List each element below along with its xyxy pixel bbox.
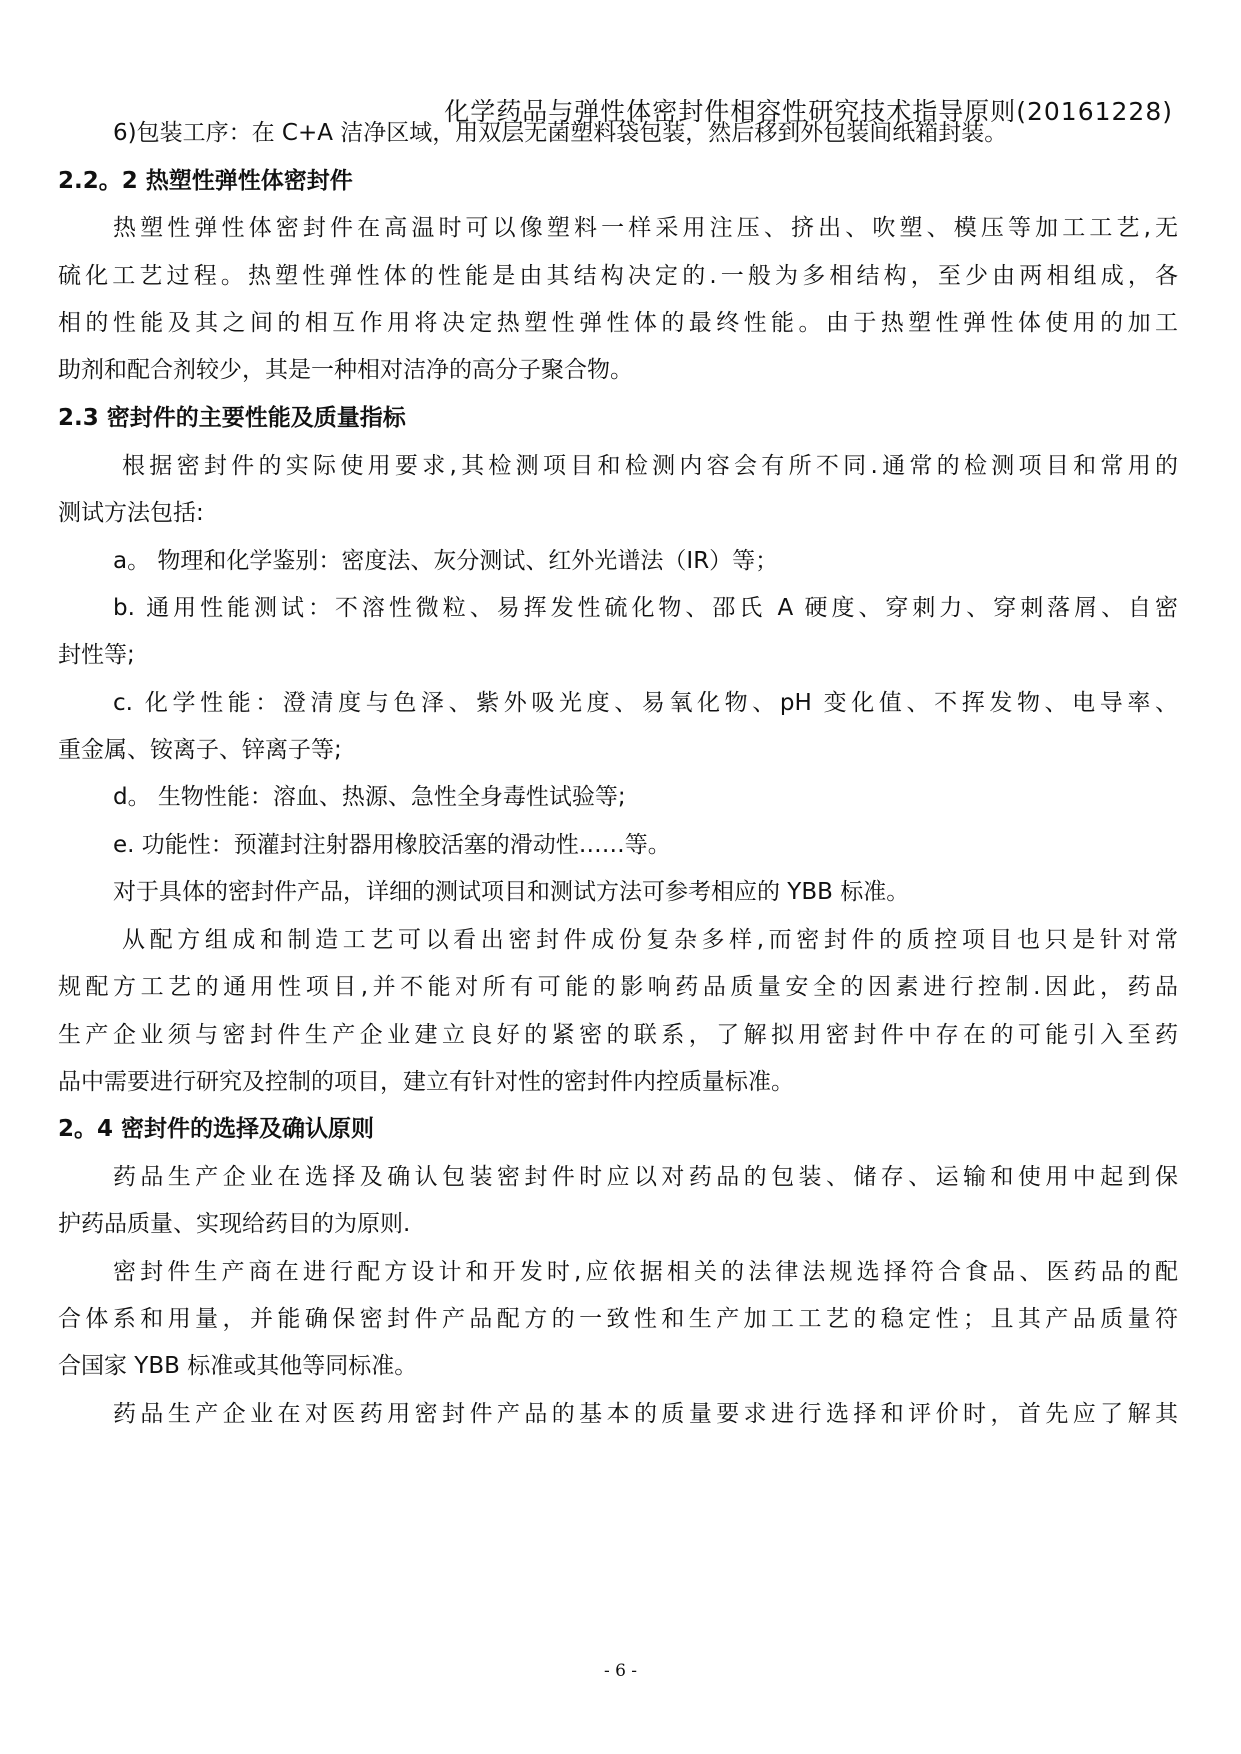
paragraph-line: 药品生产企业在选择及确认包装密封件时应以对药品的包装、储存、运输和使用中起到保	[113, 1164, 1178, 1190]
paragraph-line: 6)包装工序：在 C+A 洁净区域，用双层无菌塑料袋包装，然后移到外包装间纸箱封装。	[113, 120, 1008, 146]
paragraph-line: 封性等;	[58, 642, 135, 668]
list-item-e: e. 功能性：预灌封注射器用橡胶活塞的滑动性……等。	[113, 832, 671, 858]
paragraph-line: 规配方工艺的通用性项目,并不能对所有可能的影响药品质量安全的因素进行控制.因此，药品	[58, 974, 1178, 1000]
paragraph-line: 护药品质量、实现给药目的为原则.	[58, 1211, 411, 1237]
paragraph-line: 对于具体的密封件产品，详细的测试项目和测试方法可参考相应的 YBB 标准。	[113, 879, 910, 905]
section-heading-2-3: 2.3 密封件的主要性能及质量指标	[58, 405, 406, 431]
paragraph-line: 热塑性弹性体密封件在高温时可以像塑料一样采用注压、挤出、吹塑、模压等加工工艺,无	[113, 215, 1178, 241]
paragraph-line: 品中需要进行研究及控制的项目，建立有针对性的密封件内控质量标准。	[58, 1069, 794, 1095]
paragraph-line: 密封件生产商在进行配方设计和开发时,应依据相关的法律法规选择符合食品、医药品的配	[113, 1259, 1178, 1285]
paragraph-line: 合国家 YBB 标准或其他等同标准。	[58, 1353, 418, 1379]
paragraph-line: 从配方组成和制造工艺可以看出密封件成份复杂多样,而密封件的质控项目也只是针对常	[122, 927, 1178, 953]
list-item-c: c. 化学性能：澄清度与色泽、紫外吸光度、易氧化物、pH 变化值、不挥发物、电导率、	[113, 690, 1178, 716]
page-number: - 6 -	[603, 1661, 638, 1681]
paragraph-line: 助剂和配合剂较少，其是一种相对洁净的高分子聚合物。	[58, 357, 633, 383]
paragraph-line: 硫化工艺过程。热塑性弹性体的性能是由其结构决定的.一般为多相结构，至少由两相组成，各	[58, 263, 1178, 289]
paragraph-line: 测试方法包括:	[58, 500, 204, 526]
paragraph-line: 合体系和用量，并能确保密封件产品配方的一致性和生产加工工艺的稳定性；且其产品质量符	[58, 1306, 1178, 1332]
list-item-d: d。 生物性能：溶血、热源、急性全身毒性试验等;	[113, 784, 626, 810]
paragraph-line: 根据密封件的实际使用要求,其检测项目和检测内容会有所不同.通常的检测项目和常用的	[122, 453, 1178, 479]
paragraph-line: 生产企业须与密封件生产企业建立良好的紧密的联系，了解拟用密封件中存在的可能引入至药	[58, 1022, 1178, 1048]
section-heading-2-2-2: 2.2。2 热塑性弹性体密封件	[58, 168, 353, 194]
page-header-title: 化学药品与弹性体密封件相容性研究技术指导原则(20161228)	[444, 97, 1173, 126]
paragraph-line: 药品生产企业在对医药用密封件产品的基本的质量要求进行选择和评价时，首先应了解其	[113, 1401, 1178, 1427]
section-heading-2-4: 2。4 密封件的选择及确认原则	[58, 1116, 375, 1142]
list-item-a: a。 物理和化学鉴别：密度法、灰分测试、红外光谱法（IR）等；	[113, 548, 779, 574]
paragraph-line: 相的性能及其之间的相互作用将决定热塑性弹性体的最终性能。由于热塑性弹性体使用的加工	[58, 310, 1178, 336]
paragraph-line: 重金属、铵离子、锌离子等;	[58, 737, 342, 763]
list-item-b: b. 通用性能测试：不溶性微粒、易挥发性硫化物、邵氏 A 硬度、穿刺力、穿刺落屑、自密	[113, 595, 1178, 621]
